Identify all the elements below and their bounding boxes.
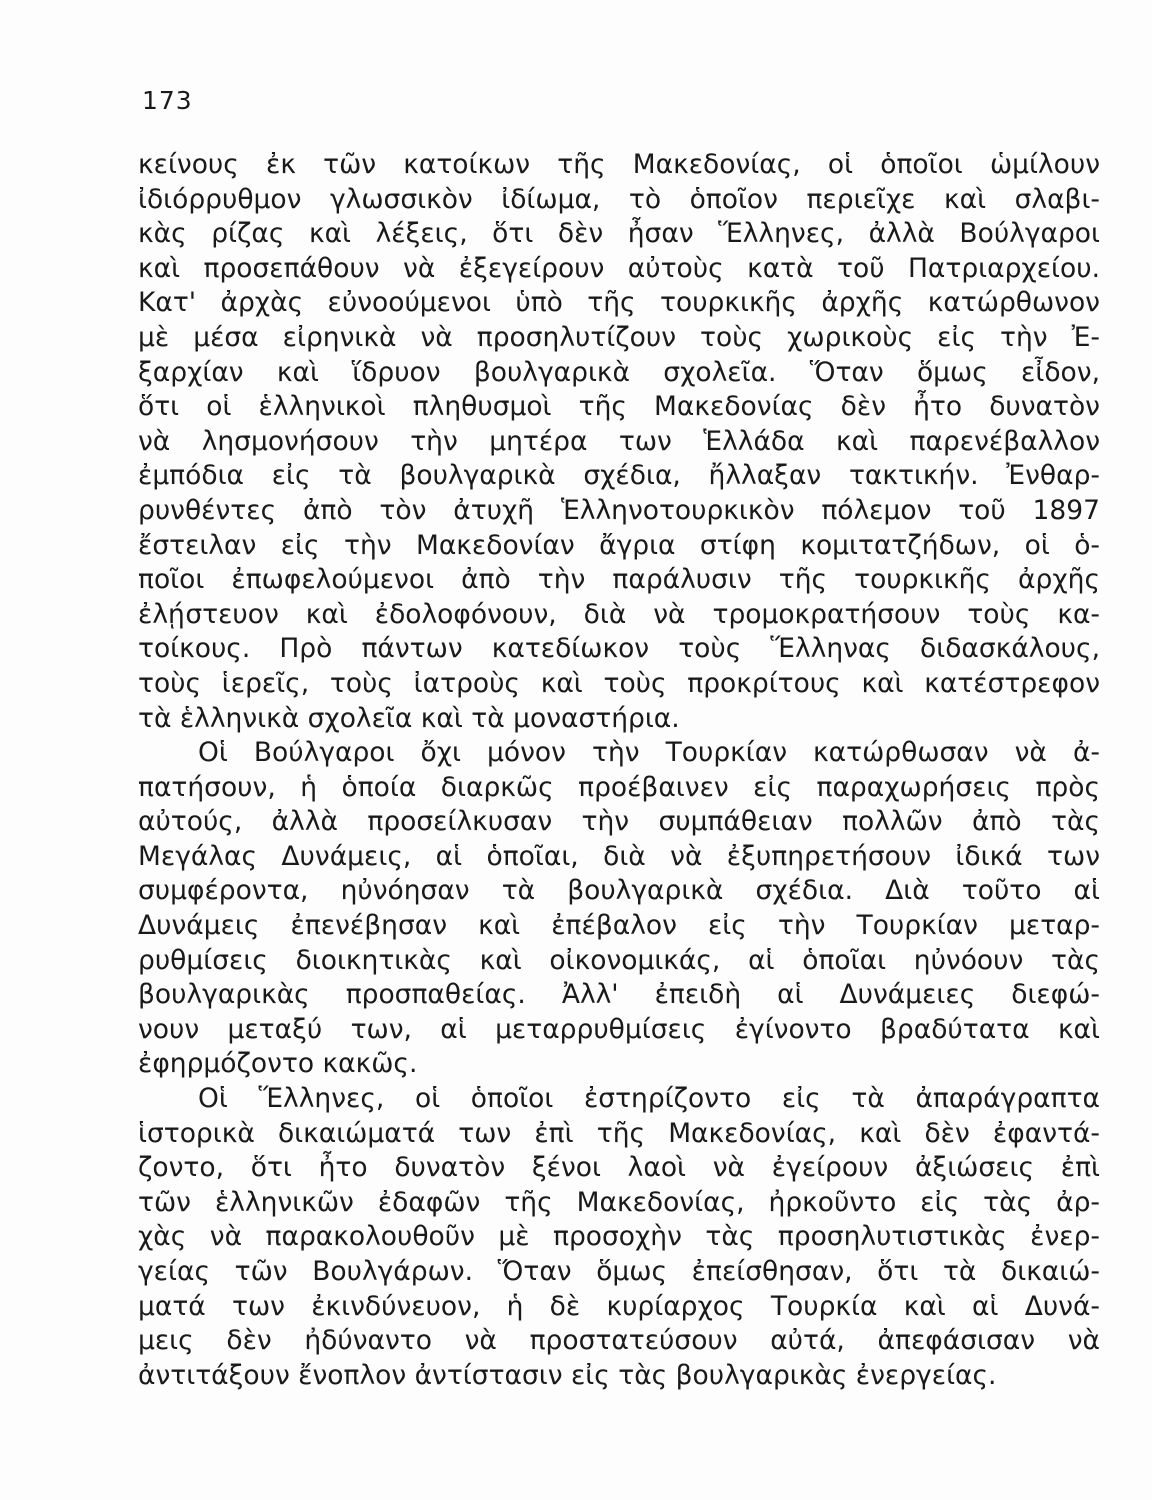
text-line: κὰς ρίζας καὶ λέξεις, ὅτι δὲν ἦσαν Ἕλληνες, ἀλλὰ Βούλγαροι (138, 218, 1100, 250)
text-line: τὰ ἑλληνικὰ σχολεῖα καὶ τὰ μοναστήρια. (138, 702, 680, 734)
text-line: αὐτούς, ἀλλὰ προσείλκυσαν τὴν συμπάθειαν πολλῶν ἀπὸ τὰς (138, 806, 1100, 838)
text-line: ἔστειλαν εἰς τὴν Μακεδονίαν ἄγρια στίφη κομιτατζήδων, οἱ ὁ- (138, 529, 1100, 561)
text-line: Οἱ Βούλγαροι ὄχι μόνον τὴν Τουρκίαν κατώρθωσαν νὰ ἀ- (198, 737, 1100, 769)
text-line: νὰ λησμονήσουν τὴν μητέρα των Ἑλλάδα καὶ παρενέβαλλον (138, 425, 1100, 457)
text-line: ξαρχίαν καὶ ἵδρυον βουλγαρικὰ σχολεῖα. Ὅταν ὅμως εἶδον, (138, 356, 1100, 388)
paragraph (138, 1082, 1100, 1393)
text-line: ἐλῄστευον καὶ ἐδολοφόνουν, διὰ νὰ τρομοκρατήσουν τοὺς κα- (138, 598, 1100, 630)
paragraph (138, 148, 1100, 736)
text-line: συμφέροντα, ηὐνόησαν τὰ βουλγαρικὰ σχέδια. Διὰ τοῦτο αἱ (138, 875, 1100, 907)
text-line: μὲ μέσα εἰρηνικὰ νὰ προσηλυτίζουν τοὺς χωρικοὺς εἰς τὴν Ἐ- (138, 321, 1100, 353)
text-line: ζοντο, ὅτι ἦτο δυνατὸν ξένοι λαοὶ νὰ ἐγείρουν ἀξιώσεις ἐπὶ (138, 1152, 1100, 1184)
text-line: ρυνθέντες ἀπὸ τὸν ἀτυχῆ Ἑλληνοτουρκικὸν πόλεμον τοῦ 1897 (138, 494, 1100, 526)
text-line: ἰδιόρρυθμον γλωσσικὸν ἰδίωμα, τὸ ὁποῖον περιεῖχε καὶ σλαβι- (138, 183, 1100, 215)
text-line: ρυθμίσεις διοικητικὰς καὶ οἰκονομικάς, αἱ ὁποῖαι ηὐνόουν τὰς (138, 944, 1100, 976)
paragraph (138, 736, 1100, 1082)
text-line: κείνους ἐκ τῶν κατοίκων τῆς Μακεδονίας, οἱ ὁποῖοι ὡμίλουν (138, 149, 1100, 180)
text-line: τοίκους. Πρὸ πάντων κατεδίωκον τοὺς Ἕλληνας διδασκάλους, (138, 633, 1100, 665)
text-line: Μεγάλας Δυνάμεις, αἱ ὁποῖαι, διὰ νὰ ἐξυπηρετήσουν ἰδικά των (138, 840, 1100, 872)
text-line: βουλγαρικὰς προσπαθείας. Ἀλλ' ἐπειδὴ αἱ Δυνάμειες διεφώ- (138, 979, 1100, 1011)
text-line: Δυνάμεις ἐπενέβησαν καὶ ἐπέβαλον εἰς τὴν Τουρκίαν μεταρ- (138, 910, 1100, 942)
text-line: πατήσουν, ἡ ὁποία διαρκῶς προέβαινεν εἰς παραχωρήσεις πρὸς (138, 771, 1100, 803)
text-line: Οἱ Ἕλληνες, οἱ ὁποῖοι ἐστηρίζοντο εἰς τὰ ἀπαράγραπτα (198, 1083, 1100, 1115)
text-line: μεις δὲν ἠδύναντο νὰ προστατεύσουν αὐτά, ἀπεφάσισαν νὰ (138, 1325, 1100, 1357)
text-line: ματά των ἐκινδύνευον, ἡ δὲ κυρίαρχος Τουρκία καὶ αἱ Δυνά- (138, 1290, 1100, 1322)
text-line: τοὺς ἱερεῖς, τοὺς ἰατροὺς καὶ τοὺς προκρίτους καὶ κατέστρεφον (138, 667, 1100, 699)
text-line: ἱστορικὰ δικαιώματά των ἐπὶ τῆς Μακεδονίας, καὶ δὲν ἐφαντά- (138, 1117, 1100, 1149)
text-line: Κατ' ἀρχὰς εὐνοούμενοι ὑπὸ τῆς τουρκικῆς ἀρχῆς κατώρθωνον (138, 287, 1100, 319)
text-line: χὰς νὰ παρακολουθοῦν μὲ προσοχὴν τὰς προσηλυτιστικὰς ἐνερ- (138, 1221, 1100, 1253)
body-text (138, 148, 1100, 1393)
page-number: 173 (142, 86, 193, 115)
text-line: ἀντιτάξουν ἔνοπλον ἀντίστασιν εἰς τὰς βουλγαρικὰς ἐνεργείας. (138, 1359, 997, 1391)
text-line: ἐμπόδια εἰς τὰ βουλγαρικὰ σχέδια, ἤλλαξαν τακτικήν. Ἐνθαρ- (138, 460, 1100, 492)
text-line: καὶ προσεπάθουν νὰ ἐξεγείρουν αὐτοὺς κατὰ τοῦ Πατριαρχείου. (138, 252, 1100, 284)
text-line: γείας τῶν Βουλγάρων. Ὅταν ὅμως ἐπείσθησαν, ὅτι τὰ δικαιώ- (138, 1256, 1100, 1287)
text-line: νουν μεταξύ των, αἱ μεταρρυθμίσεις ἐγίνοντο βραδύτατα καὶ (138, 1013, 1100, 1045)
text-line: ἐφηρμόζοντο κακῶς. (138, 1048, 418, 1080)
text-line: τῶν ἑλληνικῶν ἐδαφῶν τῆς Μακεδονίας, ἠρκοῦντο εἰς τὰς ἀρ- (138, 1186, 1100, 1218)
text-line: ὅτι οἱ ἑλληνικοὶ πληθυσμοὶ τῆς Μακεδονίας δὲν ἦτο δυνατὸν (138, 391, 1100, 423)
text-line: ποῖοι ἐπωφελούμενοι ἀπὸ τὴν παράλυσιν τῆς τουρκικῆς ἀρχῆς (138, 564, 1100, 596)
